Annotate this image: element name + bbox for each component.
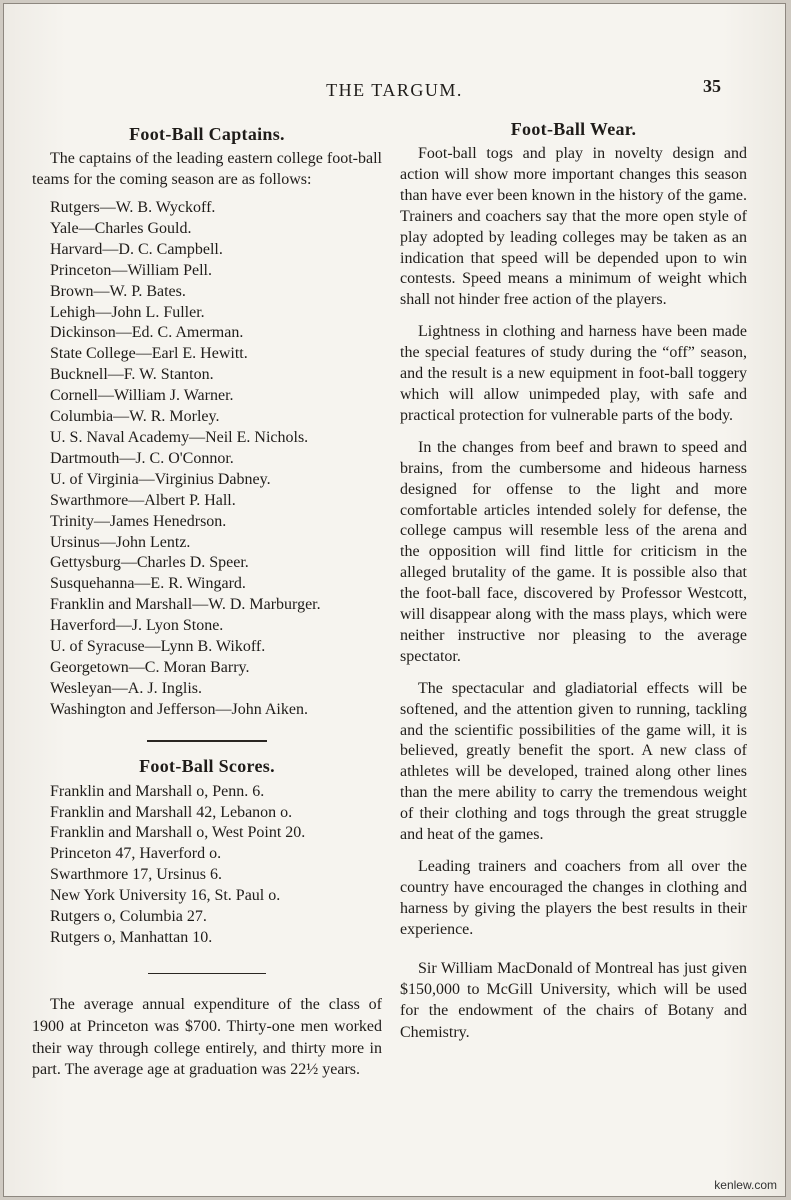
captain-entry: Princeton—William Pell. — [50, 261, 212, 279]
captain-entry: State College—Earl E. Hewitt. — [50, 345, 248, 363]
left-column — [32, 116, 382, 1081]
captain-entry: Ursinus—John Lentz. — [50, 533, 191, 551]
scores-list — [50, 782, 382, 949]
captain-entry: Haverford—J. Lyon Stone. — [50, 617, 224, 635]
score-entry: Princeton 47, Haverford o. — [50, 845, 222, 863]
wear-paragraph: The spectacular and gladiatorial effects will be softened, and the attention given to running, tackling and the scientific possibilities of the game will, it is believed, greatly benefit the sport. A new class of athletes will be developed, trained along other lines than the mere ability to carry the tremendous weight of their clothing and togs through the great struggle and heat of the games. — [400, 679, 747, 844]
captain-entry: U. of Virginia—Virginius Dabney. — [50, 470, 271, 488]
wear-paragraph: Lightness in clothing and harness have been made the special features of study during the “off” season, and the result is a new equipment in foot-ball toggery which will allow unimpeded play, with safe and practical protection for vulnerable parts of the body. — [400, 323, 747, 424]
captain-entry: Harvard—D. C. Campbell. — [50, 240, 223, 258]
captains-intro: The captains of the leading eastern college foot-ball teams for the coming season are as follows: — [32, 150, 382, 188]
running-header-title: THE TARGUM. — [326, 80, 463, 100]
captain-entry: Cornell—William J. Warner. — [50, 387, 234, 405]
captain-entry: Swarthmore—Albert P. Hall. — [50, 491, 236, 509]
captain-entry: Gettysburg—Charles D. Speer. — [50, 554, 249, 572]
scores-heading: Foot-Ball Scores. — [139, 755, 275, 776]
expenditure-paragraph: The average annual expenditure of the class of 1900 at Princeton was $700. Thirty-one men worked their way through college entirely, and thirty more in part. The average age at graduation was 22½ years. — [32, 995, 382, 1079]
section-divider — [148, 973, 266, 974]
score-entry: Franklin and Marshall o, Penn. 6. — [50, 782, 265, 800]
captain-entry: U. of Syracuse—Lynn B. Wikoff. — [50, 638, 266, 656]
captain-entry: Bucknell—F. W. Stanton. — [50, 366, 214, 384]
captain-entry: Trinity—James Henedrson. — [50, 512, 227, 530]
captain-entry: Susquehanna—E. R. Wingard. — [50, 575, 246, 593]
captain-entry: Washington and Jefferson—John Aiken. — [50, 700, 308, 718]
captain-entry: Franklin and Marshall—W. D. Marburger. — [50, 596, 321, 614]
captain-entry: Brown—W. P. Bates. — [50, 282, 186, 300]
captain-entry: Columbia—W. R. Morley. — [50, 408, 220, 426]
captain-entry: Dickinson—Ed. C. Amerman. — [50, 324, 244, 342]
score-entry: Franklin and Marshall o, West Point 20. — [50, 824, 306, 842]
score-entry: Rutgers o, Columbia 27. — [50, 908, 207, 926]
watermark: kenlew.com — [714, 1178, 777, 1192]
mcgill-paragraph: Sir William MacDonald of Montreal has just given $150,000 to McGill University, which will be used for the endowment of the chairs of Botany and Chemistry. — [400, 959, 747, 1041]
score-entry: New York University 16, St. Paul o. — [50, 887, 281, 905]
score-entry: Franklin and Marshall 42, Lebanon o. — [50, 803, 293, 821]
captains-list — [50, 198, 382, 721]
captain-entry: Georgetown—C. Moran Barry. — [50, 658, 250, 676]
captain-entry: Wesleyan—A. J. Inglis. — [50, 679, 203, 697]
wear-paragraph: Leading trainers and coachers from all over the country have encouraged the changes in clothing and harness by giving the players the best results in their experience. — [400, 858, 747, 938]
captain-entry: Yale—Charles Gould. — [50, 219, 192, 237]
captains-heading: Foot-Ball Captains. — [129, 124, 285, 144]
captain-entry: Lehigh—John L. Fuller. — [50, 303, 205, 321]
wear-article — [400, 144, 747, 941]
right-column — [400, 116, 747, 1043]
scan-frame — [3, 3, 786, 1197]
wear-paragraph: In the changes from beef and brawn to speed and brains, from the cumbersome and hideous harness designed for offense to the light and more comfortable articles intended solely for defense, the college campus will resemble less of the arena and the opposition will find little for criticism in the alleged brutality of the game. It is possible also that the foot-ball face, discovered by Professor Westcott, will disappear along with the mass plays, which were neither instructive nor pleasing to the average spectator. — [400, 438, 747, 665]
page-number: 35 — [703, 76, 721, 96]
captain-entry: U. S. Naval Academy—Neil E. Nichols. — [50, 428, 309, 446]
section-divider — [147, 740, 267, 742]
wear-paragraph: Foot-ball togs and play in novelty design and action will show more important changes this season than have ever been known in the history of the game. Trainers and coachers say that the more open style of play adopted by leading colleges may be taken as an indication that speed will be depended upon to win contests. Speed means a minimum of weight which shall not hinder free action of the players. — [400, 145, 747, 309]
wear-heading: Foot-Ball Wear. — [510, 119, 637, 139]
score-entry: Swarthmore 17, Ursinus 6. — [50, 866, 222, 884]
score-entry: Rutgers o, Manhattan 10. — [50, 929, 213, 946]
captain-entry: Dartmouth—J. C. O'Connor. — [50, 449, 234, 467]
captain-entry: Rutgers—W. B. Wyckoff. — [50, 199, 216, 216]
page — [4, 4, 785, 1196]
